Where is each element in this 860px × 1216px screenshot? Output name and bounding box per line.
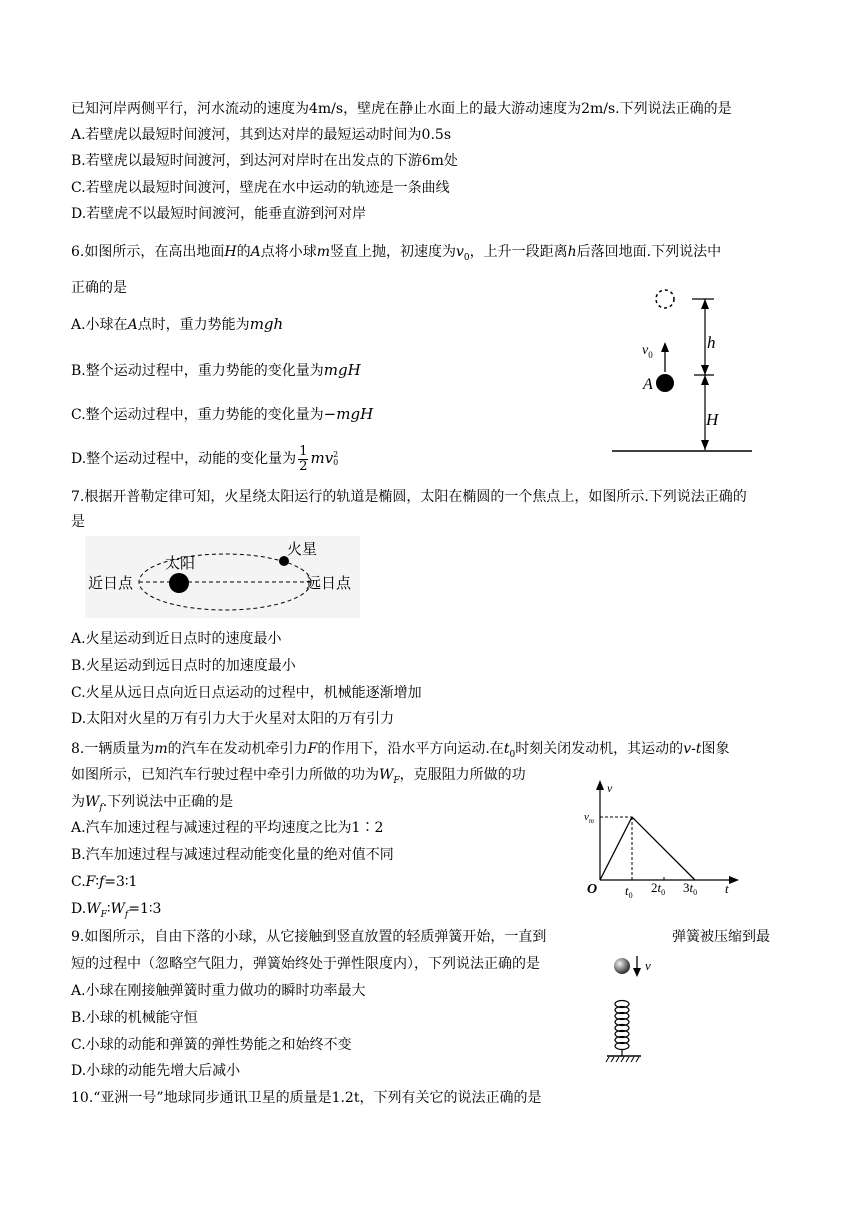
q6-option-c: C.整个运动过程中，重力势能的变化量为−mgH [71,405,374,423]
a-label: A [643,376,653,393]
q9-option-b: B.小球的机械能守恒 [71,1010,198,1026]
q10-stem: 10.“亚洲一号”地球同步通讯卫星的质量是1.2t，下列有关它的说法正确的是 [71,1090,542,1106]
3t0-tick-label: $3t_0$ [683,880,698,897]
q5-option-d: D.若壁虎不以最短时间渡河，能垂直游到河对岸 [71,206,367,222]
q8-option-c: C.F∶f=3∶1 [71,874,138,890]
perihelion-label: 近日点 [88,576,134,592]
accel-segment [600,817,632,880]
q7-option-a: A.火星运动到近日点时的速度最小 [71,631,282,647]
t0-tick-label: $t_0$ [625,883,633,900]
q6-stem-line2: 正确的是 [71,280,127,296]
ball-a [656,374,674,392]
q8-option-a: A.汽车加速过程与减速过程的平均速度之比为1∶2 [71,820,384,836]
q6-option-d: D.整个运动过程中，动能的变化量为 $\frac{1}{2}$ mv 2 0 [71,443,339,474]
q6-option-b: B.整个运动过程中，重力势能的变化量为mgH [71,361,361,379]
decel-segment [632,817,695,880]
fraction-one-half: $\frac{1}{2}$ [299,443,308,474]
q9-option-c: C.小球的动能和弹簧的弹性势能之和始终不变 [71,1037,352,1053]
q8-stem: 8.一辆质量为m的汽车在发动机牵引力F的作用下，沿水平方向运动.在$t_0$时刻关闭发动机，其运动的v-t图象 [71,741,730,760]
q9-spring-figure [605,952,665,1067]
q5-stem: 已知河岸两侧平行，河水流动的速度为4m/s，壁虎在静止水面上的最大游动速度为2m/s.下列说法正确的是 [71,101,732,117]
v0-label: $v_0$ [642,343,653,360]
q9-stem: 9.如图所示，自由下落的小球，从它接触到竖直放置的轻质弹簧开始，一直到 [71,929,547,945]
h-label: h [707,333,716,352]
v-axis-label: v [607,781,613,795]
q5-option-b: B.若壁虎以最短时间渡河，到达河对岸时在出发点的下游6m处 [71,153,458,169]
q8-stem-line2: 如图所示，已知汽车行驶过程中牵引力所做的功为$W_F$，克服阻力所做的功 [71,767,526,786]
sun-label: 太阳 [165,556,196,572]
q9-stem-line2: 短的过程中（忽略空气阻力，弹簧始终处于弹性限度内），下列说法正确的是 [71,956,540,972]
ball-velocity-label: v [645,958,651,973]
q6-option-a: A.小球在A点时，重力势能为mgh [71,315,284,333]
q8-stem-line3: 为$W_f$.下列说法中正确的是 [71,794,234,813]
mars-label: 火星 [287,542,318,558]
2t0-tick-label: $2t_0$ [651,880,666,897]
dashed-ball-top [656,290,674,308]
t-axis-label: t [725,881,729,896]
q8-vt-graph [582,776,742,900]
origin-label: O [587,882,598,897]
q8-option-d: $D.W_F∶W_f=1∶3$ [71,901,162,920]
vm-label: $v_m$ [584,811,594,825]
q8-option-b: B.汽车加速过程与减速过程动能变化量的绝对值不同 [71,847,394,863]
big-h-label: H [706,410,719,429]
q7-stem-line2: 是 [71,514,85,530]
q5-option-a: A.若壁虎以最短时间渡河，其到达对岸的最短运动时间为0.5s [71,127,452,143]
q5-option-c: C.若壁虎以最短时间渡河，壁虎在水中运动的轨迹是一条曲线 [71,180,450,196]
q7-stem: 7.根据开普勒定律可知，火星绕太阳运行的轨道是椭圆，太阳在椭圆的一个焦点上，如图所示.下列说法正确的 [71,489,747,505]
sun [169,573,189,593]
q7-option-b: B.火星运动到远日点时的加速度最小 [71,658,296,674]
aphelion-label: 远日点 [306,576,352,592]
q7-option-c: C.火星从远日点向近日点运动的过程中，机械能逐渐增加 [71,685,422,701]
q9-option-d: D.小球的动能先增大后减小 [71,1063,241,1079]
q7-orbit-figure [85,536,360,618]
spring [615,1001,629,1050]
q6-stem: 6.如图所示，在高出地面H的A点将小球m竖直上抛，初速度为$v_0$，上升一段距离h后落回地面.下列说法中 [71,244,722,263]
q7-option-d: D.太阳对火星的万有引力大于火星对太阳的万有引力 [71,711,395,727]
q9-option-a: A.小球在刚接触弹簧时重力做功的瞬时功率最大 [71,983,366,999]
falling-ball [614,958,630,974]
q6-figure [610,282,760,458]
q9-stem-tail: 弹簧被压缩到最 [672,929,770,945]
